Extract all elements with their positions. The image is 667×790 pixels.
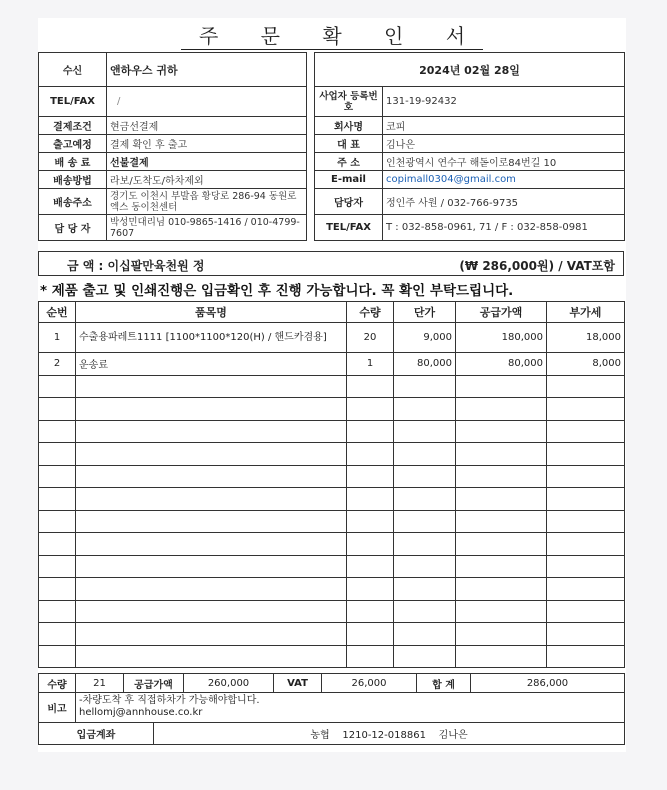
summary-vat-label: VAT <box>274 674 322 693</box>
empty-cell <box>347 555 394 578</box>
remarks-line1: -차량도착 후 직접하차가 가능해야합니다. <box>79 695 260 706</box>
empty-cell <box>347 465 394 488</box>
empty-cell <box>547 600 625 623</box>
empty-cell <box>547 398 625 421</box>
empty-cell <box>347 510 394 533</box>
row-supply: 80,000 <box>456 353 547 376</box>
empty-cell <box>394 600 456 623</box>
empty-cell <box>394 510 456 533</box>
row-vat: 18,000 <box>547 323 625 353</box>
empty-cell <box>76 375 347 398</box>
table-row <box>39 323 625 353</box>
empty-cell <box>39 443 76 466</box>
empty-cell <box>76 465 347 488</box>
recipient-info-table <box>38 52 307 241</box>
empty-cell <box>347 578 394 601</box>
recipient-label: 수신 <box>39 53 107 87</box>
header-no: 순번 <box>39 302 76 323</box>
manager-label: 담당자 <box>315 189 383 215</box>
empty-table-row <box>39 578 625 601</box>
supplier-telfax-label: TEL/FAX <box>315 215 383 241</box>
empty-cell <box>547 533 625 556</box>
empty-cell <box>394 645 456 668</box>
payment-label: 결제조건 <box>39 117 107 135</box>
empty-cell <box>347 600 394 623</box>
bank-value: 농협 1210-12-018861 김나은 <box>154 723 625 745</box>
empty-table-row <box>39 533 625 556</box>
ship-date-label: 출고예정 <box>39 135 107 153</box>
empty-cell <box>394 375 456 398</box>
empty-cell <box>39 465 76 488</box>
empty-cell <box>456 375 547 398</box>
summary-total: 286,000 <box>471 674 625 693</box>
empty-cell <box>456 510 547 533</box>
summary-table <box>38 673 625 723</box>
amount-box <box>38 251 624 276</box>
ceo-value: 김나은 <box>383 135 625 153</box>
empty-cell <box>39 375 76 398</box>
row-supply: 180,000 <box>456 323 547 353</box>
empty-cell <box>76 420 347 443</box>
empty-cell <box>39 555 76 578</box>
empty-cell <box>347 420 394 443</box>
empty-cell <box>39 645 76 668</box>
empty-cell <box>76 578 347 601</box>
empty-table-row <box>39 600 625 623</box>
empty-cell <box>547 375 625 398</box>
empty-cell <box>456 465 547 488</box>
ship-date-value: 결제 확인 후 출고 <box>107 135 307 153</box>
empty-cell <box>456 623 547 646</box>
header-vat: 부가세 <box>547 302 625 323</box>
telfax-label: TEL/FAX <box>39 87 107 117</box>
empty-cell <box>39 510 76 533</box>
addr-label: 주 소 <box>315 153 383 171</box>
empty-cell <box>456 645 547 668</box>
amount-text: 금 액 : 이십팔만육천원 정 <box>67 259 205 273</box>
empty-table-row <box>39 510 625 533</box>
supplier-telfax-value: T : 032-858-0961, 71 / F : 032-858-0981 <box>383 215 625 241</box>
summary-qty: 21 <box>76 674 124 693</box>
summary-qty-label: 수량 <box>39 674 76 693</box>
contact-label: 담 당 자 <box>39 215 107 241</box>
row-name: 운송료 <box>76 353 347 376</box>
amount-total: (₩ 286,000원) / VAT포함 <box>459 259 615 273</box>
empty-cell <box>394 420 456 443</box>
header-qty: 수량 <box>347 302 394 323</box>
row-price: 80,000 <box>394 353 456 376</box>
address-label: 배송주소 <box>39 189 107 215</box>
empty-cell <box>394 488 456 511</box>
shipping-fee-label: 배 송 료 <box>39 153 107 171</box>
order-date: 2024년 02월 28일 <box>315 53 625 87</box>
row-qty: 1 <box>347 353 394 376</box>
telfax-value: / <box>107 87 307 117</box>
empty-cell <box>39 420 76 443</box>
empty-cell <box>547 443 625 466</box>
empty-cell <box>347 488 394 511</box>
empty-cell <box>547 420 625 443</box>
ship-method-value: 라보/도착도/하차제외 <box>107 171 307 189</box>
empty-table-row <box>39 623 625 646</box>
empty-cell <box>76 488 347 511</box>
empty-cell <box>39 600 76 623</box>
empty-cell <box>76 623 347 646</box>
empty-cell <box>347 645 394 668</box>
address-value: 경기도 이천시 부발읍 황당로 286-94 동원로엑스 동이천센터 <box>107 189 307 215</box>
header-price: 단가 <box>394 302 456 323</box>
empty-cell <box>547 645 625 668</box>
email-label: E-mail <box>315 171 383 189</box>
document-title: 주 문 확 인 서 <box>38 20 626 49</box>
summary-total-label: 합 계 <box>417 674 471 693</box>
notice-text: * 제품 출고 및 인쇄진행은 입금확인 후 진행 가능합니다. 꼭 확인 부탁드립니다. <box>40 283 514 299</box>
bizno-label: 사업자 등록번호 <box>315 87 383 117</box>
empty-cell <box>547 555 625 578</box>
recipient-value: 앤하우스 귀하 <box>107 53 307 87</box>
payment-value: 현금선결제 <box>107 117 307 135</box>
empty-cell <box>76 533 347 556</box>
empty-cell <box>456 578 547 601</box>
empty-cell <box>347 443 394 466</box>
summary-supply: 260,000 <box>184 674 274 693</box>
empty-cell <box>394 623 456 646</box>
ship-method-label: 배송방법 <box>39 171 107 189</box>
empty-table-row <box>39 488 625 511</box>
empty-cell <box>547 623 625 646</box>
summary-supply-label: 공급가액 <box>124 674 184 693</box>
empty-cell <box>456 600 547 623</box>
row-qty: 20 <box>347 323 394 353</box>
empty-cell <box>547 510 625 533</box>
empty-table-row <box>39 420 625 443</box>
empty-cell <box>394 555 456 578</box>
empty-cell <box>394 443 456 466</box>
row-no: 2 <box>39 353 76 376</box>
addr-value: 인천광역시 연수구 해돋이로84번길 10 <box>383 153 625 171</box>
table-row <box>39 353 625 376</box>
empty-cell <box>347 398 394 421</box>
remarks-label: 비고 <box>39 693 76 723</box>
empty-cell <box>347 375 394 398</box>
remarks-line2: hellomj@annhouse.co.kr <box>79 707 203 718</box>
supplier-info-table <box>314 52 625 241</box>
header-name: 품목명 <box>76 302 347 323</box>
empty-cell <box>39 623 76 646</box>
empty-table-row <box>39 645 625 668</box>
empty-cell <box>39 398 76 421</box>
summary-vat: 26,000 <box>322 674 417 693</box>
items-table <box>38 301 625 668</box>
empty-table-row <box>39 375 625 398</box>
empty-cell <box>394 465 456 488</box>
email-link[interactable]: copimall0304@gmail.com <box>386 174 516 185</box>
header-supply: 공급가액 <box>456 302 547 323</box>
empty-cell <box>456 443 547 466</box>
empty-cell <box>547 578 625 601</box>
empty-table-row <box>39 555 625 578</box>
empty-table-row <box>39 398 625 421</box>
row-price: 9,000 <box>394 323 456 353</box>
bank-label: 입금계좌 <box>39 723 154 745</box>
empty-cell <box>76 398 347 421</box>
bizno-value: 131-19-92432 <box>383 87 625 117</box>
empty-cell <box>39 488 76 511</box>
empty-cell <box>76 645 347 668</box>
empty-cell <box>456 398 547 421</box>
row-name: 수출용파레트1111 [1100*1100*120(H) / 핸드카겸용] <box>76 323 347 353</box>
empty-cell <box>39 578 76 601</box>
row-vat: 8,000 <box>547 353 625 376</box>
contact-value: 박성민대리님 010-9865-1416 / 010-4799-7607 <box>107 215 307 241</box>
ceo-label: 대 표 <box>315 135 383 153</box>
row-no: 1 <box>39 323 76 353</box>
empty-cell <box>456 555 547 578</box>
empty-cell <box>39 533 76 556</box>
empty-cell <box>547 465 625 488</box>
empty-cell <box>76 443 347 466</box>
manager-value: 정인주 사원 / 032-766-9735 <box>383 189 625 215</box>
empty-cell <box>547 488 625 511</box>
empty-cell <box>347 533 394 556</box>
shipping-fee-value: 선불결제 <box>107 153 307 171</box>
empty-cell <box>76 510 347 533</box>
empty-cell <box>456 488 547 511</box>
empty-cell <box>394 578 456 601</box>
empty-cell <box>76 555 347 578</box>
empty-table-row <box>39 465 625 488</box>
empty-cell <box>76 600 347 623</box>
empty-cell <box>347 623 394 646</box>
company-value: 코피 <box>383 117 625 135</box>
company-label: 회사명 <box>315 117 383 135</box>
empty-cell <box>456 420 547 443</box>
bank-table <box>38 722 625 745</box>
empty-cell <box>394 533 456 556</box>
empty-table-row <box>39 443 625 466</box>
empty-cell <box>456 533 547 556</box>
empty-cell <box>394 398 456 421</box>
